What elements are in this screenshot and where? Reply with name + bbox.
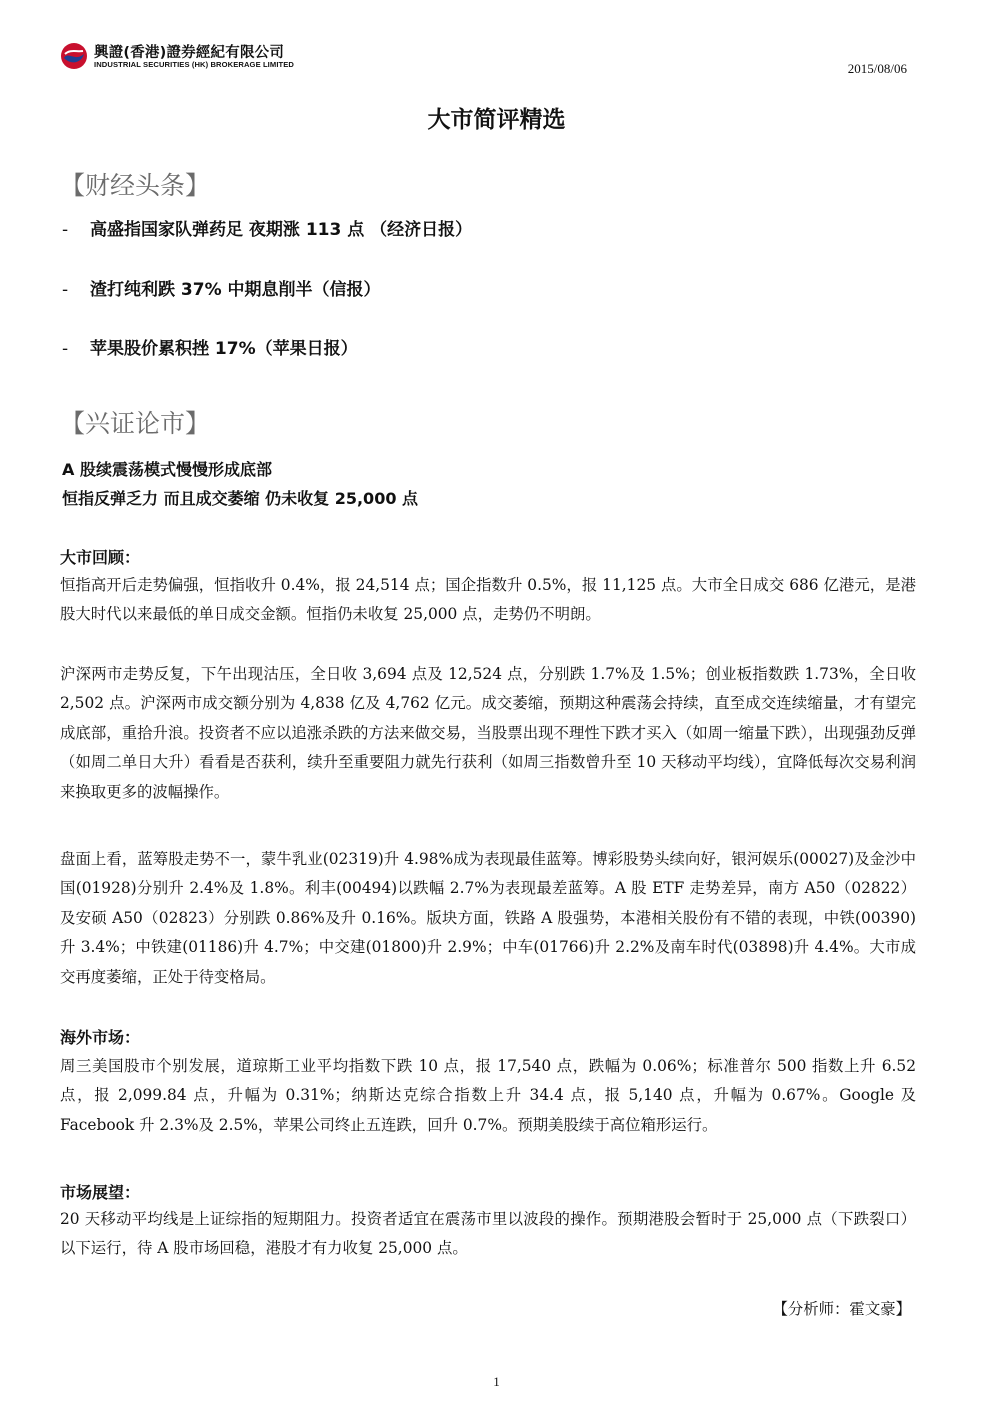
company-name-en: INDUSTRIAL SECURITIES (HK) BROKERAGE LIMITED — [94, 60, 295, 69]
overseas-heading: 海外市场： — [60, 1028, 141, 1047]
bullet-dash: - — [62, 280, 69, 300]
report-date: 2015/08/06 — [847, 61, 907, 76]
market-section-heading: 【兴证论市】 — [60, 409, 211, 438]
review-paragraph: 盘面上看，蓝筹股走势不一，蒙牛乳业(02319)升 4.98%成为表现最佳蓝筹。博彩股势头续向好，银河娱乐(00027)及金沙中国(01928)分别升 2.4%及 1.8%。利丰(00494)以跌幅 2.7%为表现最差蓝筹。A 股 ETF 走势差异，南方 A50（02822）及安硕 A50（02823）分别跌 0.86%及升 0.16%。版块方面，铁路 A 股强势，本港相关股份有不错的表现，中铁(00390)升 3.4%；中铁建(01186)升 4.7%；中交建(01800)升 2.9%；中车(01766)升 2.2%及南车时代(03898)升 4.4%。大市成交再度萎缩，正处于待变格局。 — [60, 850, 916, 986]
news-section-heading: 【财经头条】 — [60, 171, 211, 200]
headline-item — [62, 334, 358, 359]
company-logo-icon — [60, 42, 88, 70]
headline-item — [62, 215, 472, 240]
review-paragraph: 沪深两市走势反复，下午出现沽压，全日收 3,694 点及 12,524 点，分别跌 1.7%及 1.5%；创业板指数跌 1.73%，全日收 2,502 点。沪深两市成交额分别为 4,838 亿及 4,762 亿元。成交萎缩，预期这种震荡会持续，直至成交连续缩量，才有望完成底部，重拾升浪。投资者不应以追涨杀跌的方法来做交易，当股票出现不理性下跌才买入（如周一缩量下跌），出现强劲反弹（如周二单日大升）看看是否获利，续升至重要阻力就先行获利（如周三指数曾升至 10 天移动平均线），宜降低每次交易利润来换取更多的波幅操作。 — [60, 665, 916, 801]
headline-text: 苹果股价累积挫 17%（苹果日报） — [90, 339, 358, 359]
headline-item — [62, 275, 381, 300]
outlook-heading: 市场展望： — [60, 1183, 141, 1202]
outlook-paragraph: 20 天移动平均线是上证综指的短期阻力。投资者适宜在震荡市里以波段的操作。预期港股会暂时于 25,000 点（下跌裂口）以下运行，待 A 股市场回稳，港股才有力收复 25,000 点。 — [60, 1210, 916, 1258]
review-heading: 大市回顾： — [60, 548, 141, 567]
review-paragraph: 恒指高开后走势偏强，恒指收升 0.4%，报 24,514 点；国企指数升 0.5%，报 11,125 点。大市全日成交 686 亿港元，是港股大时代以来最低的单日成交金额。恒指仍未收复 25,000 点，走势仍不明朗。 — [60, 576, 916, 624]
page-number: 1 — [493, 1374, 500, 1389]
overseas-paragraph: 周三美国股市个别发展，道琼斯工业平均指数下跌 10 点，报 17,540 点，跌幅为 0.06%；标准普尔 500 指数上升 6.52 点，报 2,099.84 点，升幅为 0.31%；纳斯达克综合指数上升 34.4 点，报 5,140 点，升幅为 0.67%。Google 及 Facebook 升 2.3%及 2.5%，苹果公司终止五连跌，回升 0.7%。预期美股续于高位箱形运行。 — [60, 1057, 916, 1134]
bullet-dash: - — [62, 339, 69, 359]
bullet-dash: - — [62, 220, 69, 240]
page-title: 大市简评精选 — [427, 107, 566, 133]
company-name-cn: 興證(香港)證券經紀有限公司 — [94, 45, 285, 61]
company-logo — [60, 40, 360, 72]
market-subtitle: A 股续震荡模式慢慢形成底部 — [62, 460, 272, 479]
headline-text: 渣打纯利跌 37% 中期息削半（信报） — [90, 280, 381, 300]
headline-text: 高盛指国家队弹药足 夜期涨 113 点 （经济日报） — [90, 220, 473, 240]
analyst-signature: 【分析师：霍文豪】 — [772, 1300, 911, 1318]
market-subtitle: 恒指反弹乏力 而且成交萎缩 仍未收复 25,000 点 — [62, 489, 419, 508]
